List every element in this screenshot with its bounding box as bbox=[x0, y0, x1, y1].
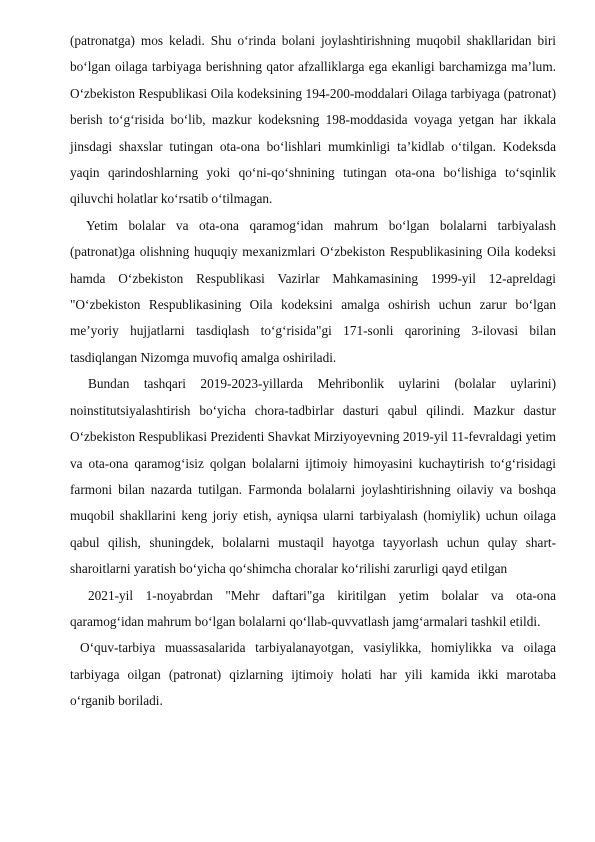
paragraph-mehr-daftari: 2021-yil 1-noyabrdan "Mehr daftari"ga kiritilgan yetim bolalar va ota-ona qaramog‘idan mahrum bo‘lgan bolalarni qo‘llab-quvvatlash jamg‘armalari tashkil etildi. bbox=[70, 587, 556, 629]
document-page bbox=[70, 28, 556, 715]
paragraph-girls-monitoring: O‘quv-tarbiya muassasalarida tarbiyalanayotgan, vasiylikka, homiylikka va oilaga tarbiyaga oilgan (patronat) qizlarning ijtimoiy holati har yili kamida ikki marotaba o‘rganib boriladi. bbox=[70, 640, 556, 709]
paragraph-patronat-forms: (patronatga) mos keladi. Shu o‘rinda bolani joylashtirishning muqobil shakllaridan biri bo‘lgan oilaga tarbiyaga berishning qator afzalliklarga ega ekanligi barchamizga ma’lum. O‘zbekiston Respublikasi Oila kodeksining 194-200-moddalari Oilaga tarbiyaga (patronat) berish to‘g‘risida bo‘lib, mazkur kodeksning 198-moddasida voyaga yetgan har ikkala jinsdagi shaxslar tutingan ota-ona bo‘lishlari mumkinligi ta’kidlab o‘tilgan. Kodeksda yaqin qarindoshlarning yoki qo‘ni-qo‘shnining tutingan ota-ona bo‘lishiga to‘sqinlik qiluvchi holatlar ko‘rsatib o‘tilmagan. bbox=[70, 33, 556, 207]
paragraph-deinstitutionalization: Bundan tashqari 2019-2023-yillarda Mehribonlik uylarini (bolalar uylarini) noinstitutsiyalashtirish bo‘yicha chora-tadbirlar dasturi qabul qilindi. Mazkur dastur O‘zbekiston Respublikasi Prezidenti Shavkat Mirziyoyevning 2019-yil 11-fevraldagi yetim va ota-ona qaramog‘isiz qolgan bolalarni ijtimoiy himoyasini kuchaytirish to‘g‘risidagi farmoni bilan nazarda tutilgan. Farmonda bolalarni joylashtirishning oilaviy va boshqa muqobil shakllarini keng joriy etish, ayniqsa ularni tarbiyalash (homiylik) uchun oilaga qabul qilish, shuningdek, bolalarni mustaqil hayotga tayyorlash uchun qulay shart-sharoitlarni yaratish bo‘yicha qo‘shimcha choralar ko‘rilishi zarurligi qayd etilgan bbox=[70, 376, 556, 577]
paragraph-legal-mechanisms: Yetim bolalar va ota-ona qaramog‘idan mahrum bo‘lgan bolalarni tarbiyalash (patronat)ga olishning huquqiy mexanizmlari O‘zbekiston Respublikasining Oila kodeksi hamda O‘zbekiston Respublikasi Vazirlar Mahkamasining 1999-yil 12-apreldagi "O‘zbekiston Respublikasining Oila kodeksini amalga oshirish uchun zarur bo‘lgan me’yoriy hujjatlarni tasdiqlash to‘g‘risida"gi 171-sonli qarorining 3-ilovasi bilan tasdiqlangan Nizomga muvofiq amalga oshiriladi. bbox=[70, 217, 556, 365]
